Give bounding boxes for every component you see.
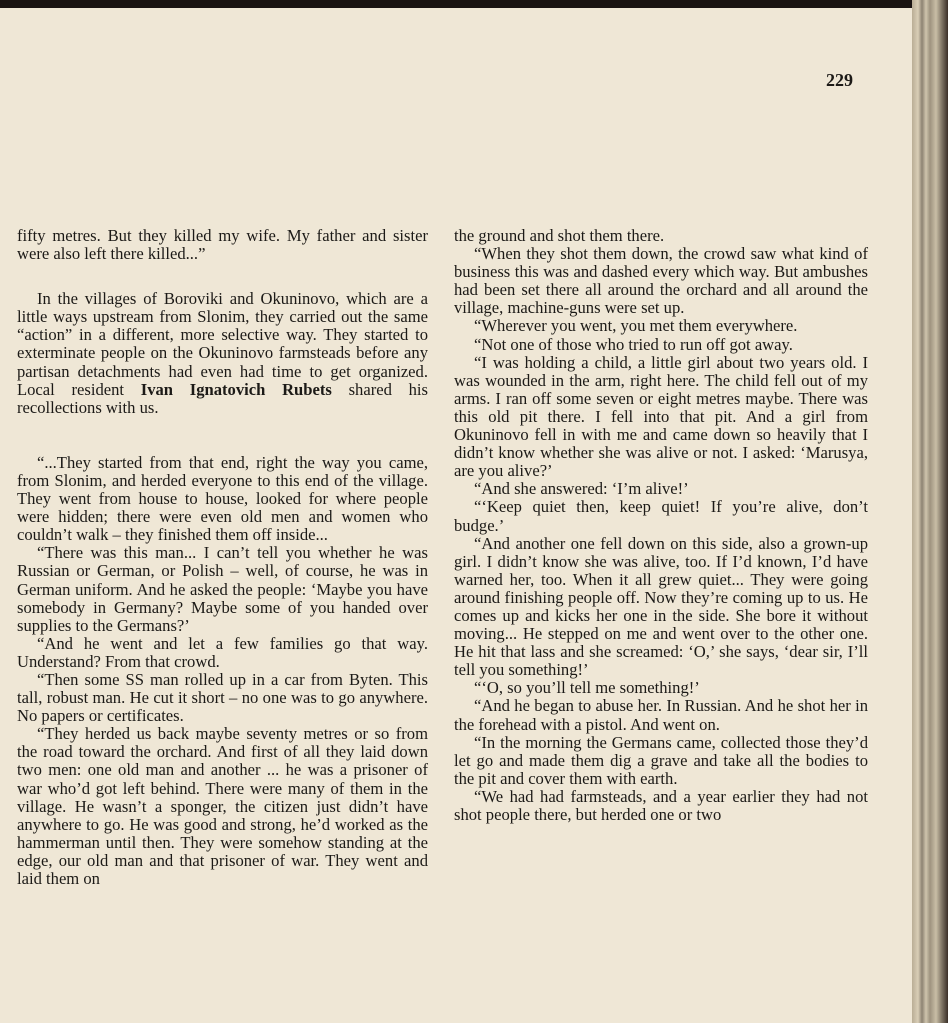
paragraph: “Then some SS man rolled up in a car from Byten. This tall, robust man. He cut it short – no one was to go anywhere. No papers or certificates. (17, 669, 428, 726)
paragraph: “I was holding a child, a little girl about two years old. I was wounded in the arm, right here. The child fell out of my arms. I ran off some seven or eight metres maybe. There was this old pit there. I fell into that pit. And a girl from Okuninovo fell in with me and came down so heavily that I didn’t know whether she was alive or not. I asked: ‘Marusya, are you alive?’ (454, 352, 868, 481)
paragraph: the ground and shot them there. (454, 226, 665, 245)
intro-text: In the villages of Boroviki and Okuninovo, which are a little ways upstream from Slonim, they carried out the same “action” in a different, more selective way. They started to exterminate people on the Okuninovo farmsteads before any partisan detachments had even had time to get organized. Local resident (17, 289, 428, 399)
book-page (0, 8, 912, 1023)
left-column (17, 227, 428, 888)
paragraph: “And another one fell down on this side, also a grown-up girl. I didn’t know she was alive, too. If I’d known, I’d have warned her, too. When it all grew quiet... They were going around finishing people off. Now they’re coming up to us. He comes up and kicks her one in the side. She bore it without moving... He stepped on me and went over to the other one. He hit that lass and she screamed: ‘O,’ she says, ‘dear sir, I’ll tell you something!’ (454, 533, 868, 680)
paragraph: “And he went and let a few families go that way. Understand? From that crowd. (17, 633, 428, 671)
paragraph: “When they shot them down, the crowd saw what kind of business this was and dashed every which way. But ambushes had been set there all around the orchard and all around the village, machine-guns were set up. (454, 244, 868, 318)
paragraph: “In the morning the Germans came, collected those they’d let go and made them dig a grave and take all the bodies to the pit and cover them with earth. (454, 732, 868, 788)
paragraph: “And she answered: ‘I’m alive!’ (474, 479, 689, 499)
paragraph: fifty metres. But they killed my wife. My father and sister were also left there killed...” (17, 226, 428, 264)
paragraph: “‘O, so you’ll tell me something!’ (474, 678, 700, 698)
paragraph: “And he began to abuse her. In Russian. And he shot her in the forehead with a pistol. And went on. (454, 696, 868, 734)
paragraph: “Wherever you went, you met them everywhere. (474, 316, 798, 336)
paragraph: “‘Keep quiet then, keep quiet! If you’re alive, don’t budge.’ (454, 497, 868, 535)
intro-text-end: shared his recollections with us. (17, 379, 428, 417)
page-number: 229 (826, 70, 853, 90)
paragraph-intro (17, 290, 428, 417)
person-name: Ivan Ignatovich Rubets (140, 379, 332, 399)
paragraph: “...They started from that end, right the way you came, from Slonim, and herded everyone to this end of the village. They went from house to house, looked for where people were hidden; there were even old men and women who couldn’t walk – they finished them off inside... (17, 452, 428, 545)
paragraph: “Not one of those who tried to run off got away. (474, 334, 793, 354)
paragraph: “We had had farmsteads, and a year earlier they had not shot people there, but herded one or two (454, 786, 868, 824)
paragraph: “They herded us back maybe seventy metres or so from the road toward the orchard. And first of all they laid down two men: one old man and another ... he was a prisoner of war who’d got left behind. There were many of them in the village. He wasn’t a sponger, the citizen just didn’t have anywhere to go. He was good and strong, he’d worked as the hammerman until then. They were somehow standing at the edge, our old man and that prisoner of war. They went and laid them on (17, 724, 428, 888)
paragraph: “There was this man... I can’t tell you whether he was Russian or German, or Polish – well, of course, he was in German uniform. And he asked the people: ‘Maybe you have somebody in Germany? Maybe some of you handed over supplies to the Germans?’ (17, 543, 428, 635)
book-page-edges (912, 0, 948, 1023)
right-column (454, 227, 868, 824)
top-shadow-band (0, 0, 948, 8)
